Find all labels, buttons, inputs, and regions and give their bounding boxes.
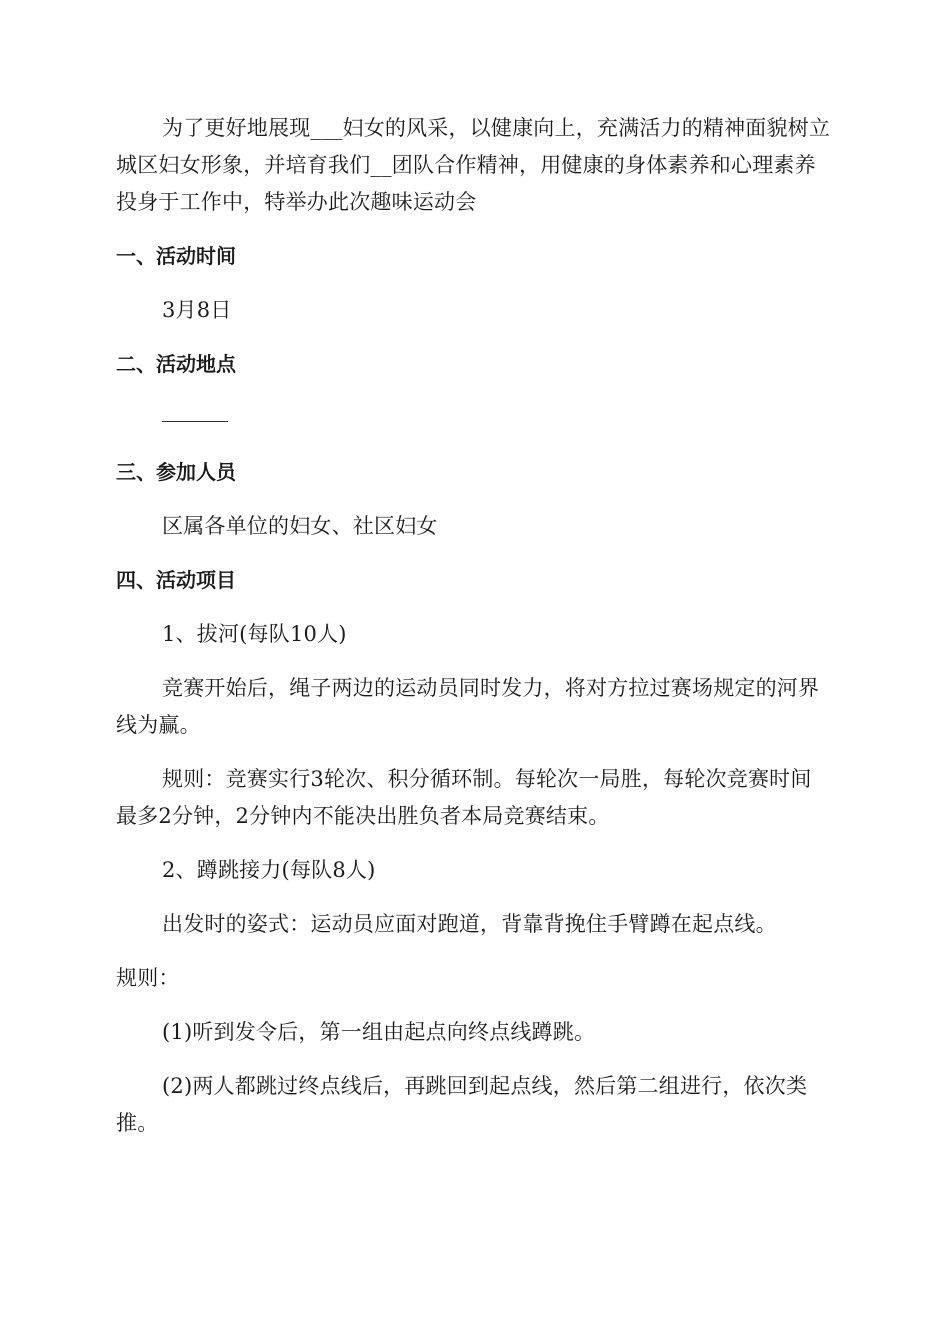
document-page xyxy=(116,110,832,1142)
event-1-description: 竞赛开始后，绳子两边的运动员同时发力，将对方拉过赛场规定的河界线为赢。 xyxy=(116,676,820,737)
participants-text: 区属各单位的妇女、社区妇女 xyxy=(162,514,438,538)
event-2-rule-1: (1)听到发令后，第一组由起点向终点线蹲跳。 xyxy=(162,1020,596,1044)
intro-paragraph: 为了更好地展现___妇女的风采，以健康向上，充满活力的精神面貌树立城区妇女形象，并培育我们__团队合作精神，用健康的身体素养和心理素养投身于工作中，特举办此次趣味运动会 xyxy=(116,116,831,214)
location-blank-line xyxy=(162,400,228,437)
event-1-rules: 规则：竞赛实行3轮次、积分循环制。每轮次一局胜，每轮次竞赛时间最多2分钟，2分钟内不能决出胜负者本局竞赛结束。 xyxy=(116,767,812,828)
event-2-title: 2、蹲跳接力(每队8人) xyxy=(162,858,376,882)
section-heading-location: 二、活动地点 xyxy=(116,352,236,376)
section-heading-participants: 三、参加人员 xyxy=(116,460,236,484)
section-heading-time: 一、活动时间 xyxy=(116,244,236,268)
event-2-rules-label: 规则： xyxy=(116,966,180,990)
event-2-rule-2: (2)两人都跳过终点线后，再跳回到起点线，然后第二组进行，依次类推。 xyxy=(116,1074,808,1135)
activity-date: 3月8日 xyxy=(162,298,232,322)
section-heading-events: 四、活动项目 xyxy=(116,568,236,592)
event-1-title: 1、拔河(每队10人) xyxy=(162,622,347,646)
event-2-description: 出发时的姿式：运动员应面对跑道，背靠背挽住手臂蹲在起点线。 xyxy=(162,912,777,936)
